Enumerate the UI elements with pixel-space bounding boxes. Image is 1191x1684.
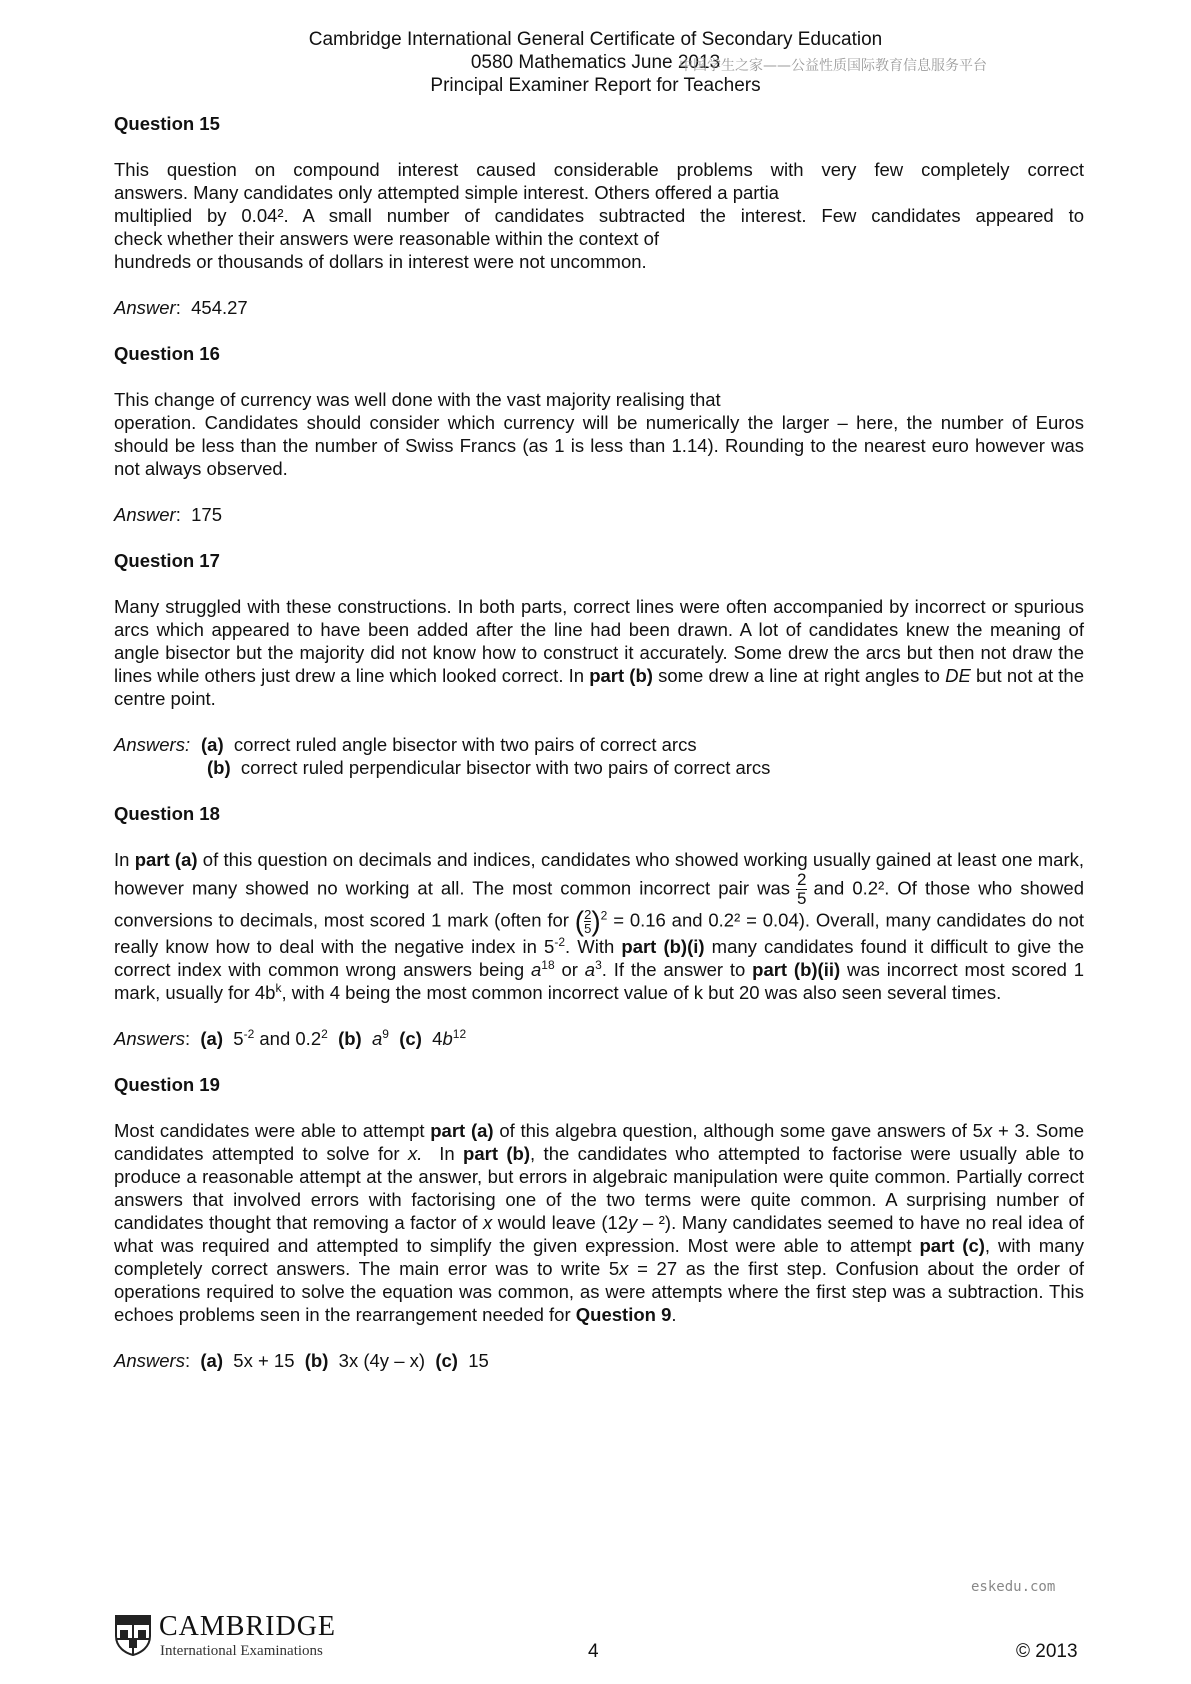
pc-b: b [442, 1028, 453, 1049]
question-19-answers: Answers: (a) 5x + 15 (b) 3x (4y – x) (c) 15 [114, 1350, 489, 1371]
copyright: © 2013 [1016, 1641, 1078, 1662]
q15-line-2: answers. Many candidates only attempted simple interest. Others offered a partia [114, 182, 779, 203]
q19-b4: Question 9 [575, 1304, 672, 1325]
q19-y1: y [628, 1212, 638, 1233]
question-19-text [114, 1119, 1084, 1326]
q17-text-a: Many struggled with these constructions. In both parts, correct lines were often accompanied by incorrect or spurious arcs which appeared to have been added after the line had been drawn. A lot of candidates knew the meaning of angle bisector but the majority did not know how to construct it accurately. Some drew the arcs but then not draw the lines while others just drew a line which looked correct. In [114, 596, 1084, 686]
question-16-text [114, 388, 1084, 480]
question-15-title: Question 15 [114, 113, 220, 134]
q18-t4: = 0.16 and 0.2² = 0.04). Overall, many candidates do not really know how to deal with the negative index in 5 [114, 909, 1085, 957]
q18-a2: a [584, 959, 596, 980]
q18-square: 2 [600, 908, 608, 923]
q17-text-b: some drew a line at right angles to [658, 665, 940, 686]
q16-line-1: This change of currency was well done with the vast majority realising that [114, 389, 721, 410]
header-line-1: Cambridge International General Certificate of Secondary Education [308, 29, 883, 50]
q19-x4: x [619, 1258, 629, 1279]
q18-t1: In [114, 849, 130, 870]
pb-exp: 9 [382, 1027, 389, 1041]
pb-val: 3x (4y – x) [338, 1350, 426, 1371]
q19-b3: part (c) [919, 1235, 985, 1256]
q19-t9: = 27 as the first step. Confusion about the order of operations required to solve the equation was common, as were attempts where the first step was a subtraction. This echoes problems seen in the rearrangement needed for [114, 1258, 1084, 1325]
q18-e3: 3 [595, 958, 602, 972]
q18-b2: part (b)(i) [621, 936, 705, 957]
q18-e18: 18 [541, 958, 555, 972]
q18-t6: many candidates found it difficult to give the correct index with common wrong answers being [114, 936, 1085, 980]
q19-t6: would leave (12 [497, 1212, 629, 1233]
q19-x2: x. [407, 1143, 423, 1164]
fraction-two-fifths [796, 871, 807, 908]
answers-label: Answers [114, 1028, 185, 1049]
frac-num: 2 [796, 870, 807, 889]
q18-or: or [561, 959, 578, 980]
q18-neg2: -2 [554, 935, 565, 949]
pa-exp2: 2 [321, 1027, 328, 1041]
q17-bold-b: part (b) [589, 665, 653, 686]
q19-t4: In [439, 1143, 455, 1164]
q19-x3: x [482, 1212, 493, 1233]
pc: (c) [399, 1028, 422, 1049]
q19-t5: , the candidates who attempted to factorise were usually able to produce a reasonable attempt at the answer, but errors in algebraic manipulation were quite common. Partially correct answers that involved errors with factorising one of the two terms were quite common. A surprising number of candidates thought that removing a factor of [114, 1143, 1085, 1233]
q19-t3: + 3. Some candidates attempted to solve for [114, 1120, 1085, 1164]
q19-b1: part (a) [430, 1120, 494, 1141]
answers-label: Answers: [114, 734, 191, 755]
question-18-answers: Answers: (a) $5^{-2}$ and $0.2^2$ (b) $a^9$ (c) $4b^{12}$ [114, 1027, 467, 1049]
pfrac-num: 2 [584, 907, 592, 922]
q15-line-1: This question on compound interest caused considerable problems with very few completely correct [114, 159, 1084, 180]
q18-b3: part (b)(ii) [752, 959, 841, 980]
pc-exp: 12 [452, 1027, 467, 1041]
cambridge-shield-icon [114, 1614, 152, 1656]
header-line-3: Principal Examiner Report for Teachers [430, 75, 761, 96]
q18-b1: part (a) [134, 849, 198, 870]
q18-t5: . With [565, 936, 615, 957]
q19-x1: x [982, 1120, 993, 1141]
answer-value: 175 [191, 504, 222, 525]
question-16-answer: Answer: 175 [114, 504, 222, 525]
pc-val: 4 [432, 1028, 443, 1049]
question-18-text [114, 848, 1084, 1004]
part-a-label: (a) [201, 734, 224, 755]
cambridge-logo [114, 1612, 354, 1660]
q19-t2: of this algebra question, although some gave answers of 5 [499, 1120, 983, 1141]
q18-t9: , with 4 being the most common incorrect value of k but 20 was also seen several times. [281, 982, 1002, 1003]
q15-line-3: multiplied by 0.04². A small number of candidates subtracted the interest. Few candidates appeared to [114, 205, 1084, 226]
header-line-2: 0580 Mathematics June 2013 [470, 52, 721, 73]
q17-text-c: but not at the centre point. [114, 665, 1085, 709]
logo-sub-text: International Examinations [160, 1643, 323, 1659]
page-number: 4 [588, 1641, 599, 1662]
q15-line-4: check whether their answers were reasonable within the context of [114, 228, 660, 249]
q19-t1: Most candidates were able to attempt [114, 1120, 425, 1141]
part-b-label: (b) [207, 757, 231, 778]
q19-t8: , with many completely correct answers. The main error was to write 5 [114, 1235, 1085, 1279]
answer-label: Answer [114, 297, 176, 318]
q15-line-5: hundreds or thousands of dollars in interest were not uncommon. [114, 251, 647, 272]
question-17-answers [114, 733, 1084, 779]
answers-label: Answers [114, 1350, 185, 1371]
pa-and: and 0.2 [259, 1028, 322, 1049]
q18-t8: was incorrect most scored 1 mark, usually for 4b [114, 959, 1085, 1003]
question-17-title: Question 17 [114, 550, 220, 571]
pc-val: 15 [468, 1350, 489, 1371]
footer-watermark: eskedu.com [971, 1579, 1056, 1595]
pb-a: a [372, 1028, 383, 1049]
part-b-text: correct ruled perpendicular bisector with two pairs of correct arcs [240, 757, 771, 778]
pfrac-den: 5 [584, 921, 592, 936]
pa-val: 5 [233, 1028, 244, 1049]
q18-t7: . If the answer to [601, 959, 746, 980]
pb: (b) [338, 1028, 362, 1049]
pa: (a) [200, 1350, 223, 1371]
q19-t10: . [671, 1304, 677, 1325]
answer-value: 454.27 [191, 297, 248, 318]
pb: (b) [304, 1350, 329, 1371]
report-body [114, 112, 1084, 1395]
q18-t2: of this question on decimals and indices, candidates who showed working usually gained at least one mark, however many showed no working at all. The most common incorrect pair was [114, 849, 1085, 899]
question-18-title: Question 18 [114, 803, 220, 824]
q17-answer-b [114, 756, 1084, 779]
answer-label: Answer [114, 504, 176, 525]
pc: (c) [435, 1350, 458, 1371]
header-watermark: 中国学生之家——公益性质国际教育信息服务平台 [679, 58, 987, 74]
question-15-answer: Answer: 454.27 [114, 297, 248, 318]
paren-close: ) [591, 905, 601, 937]
q18-a1: a [530, 959, 542, 980]
logo-main-text: CAMBRIDGE [159, 1611, 337, 1642]
pa-exp: -2 [243, 1027, 255, 1041]
q17-de: DE [945, 665, 971, 686]
question-19-title: Question 19 [114, 1074, 220, 1095]
paren-open: ( [574, 905, 585, 937]
part-a-text: correct ruled angle bisector with two pairs of correct arcs [233, 734, 697, 755]
q18-t3: and 0.2². Of those who showed conversions to decimals, most scored 1 mark (often for [114, 877, 1084, 931]
q19-t7: – ²). Many candidates seemed to have no real idea of what was required and attempted to simplify the given expression. Most were able to attempt [114, 1212, 1085, 1256]
question-15-text [114, 158, 1084, 273]
question-17-text [114, 595, 1084, 710]
pa: (a) [200, 1028, 223, 1049]
q18-k: k [275, 981, 282, 995]
question-16-title: Question 16 [114, 343, 220, 364]
q17-answer-a [114, 733, 1084, 756]
pa-val: 5x + 15 [233, 1350, 295, 1371]
frac-den: 5 [796, 889, 807, 908]
q19-b2: part (b) [463, 1143, 531, 1164]
q16-rest: operation. Candidates should consider which currency will be numerically the larger – here, the number of Euros should be less than the number of Swiss Francs (as 1 is less than 1.14). Rounding to the nearest euro however was not always observed. [114, 412, 1084, 479]
